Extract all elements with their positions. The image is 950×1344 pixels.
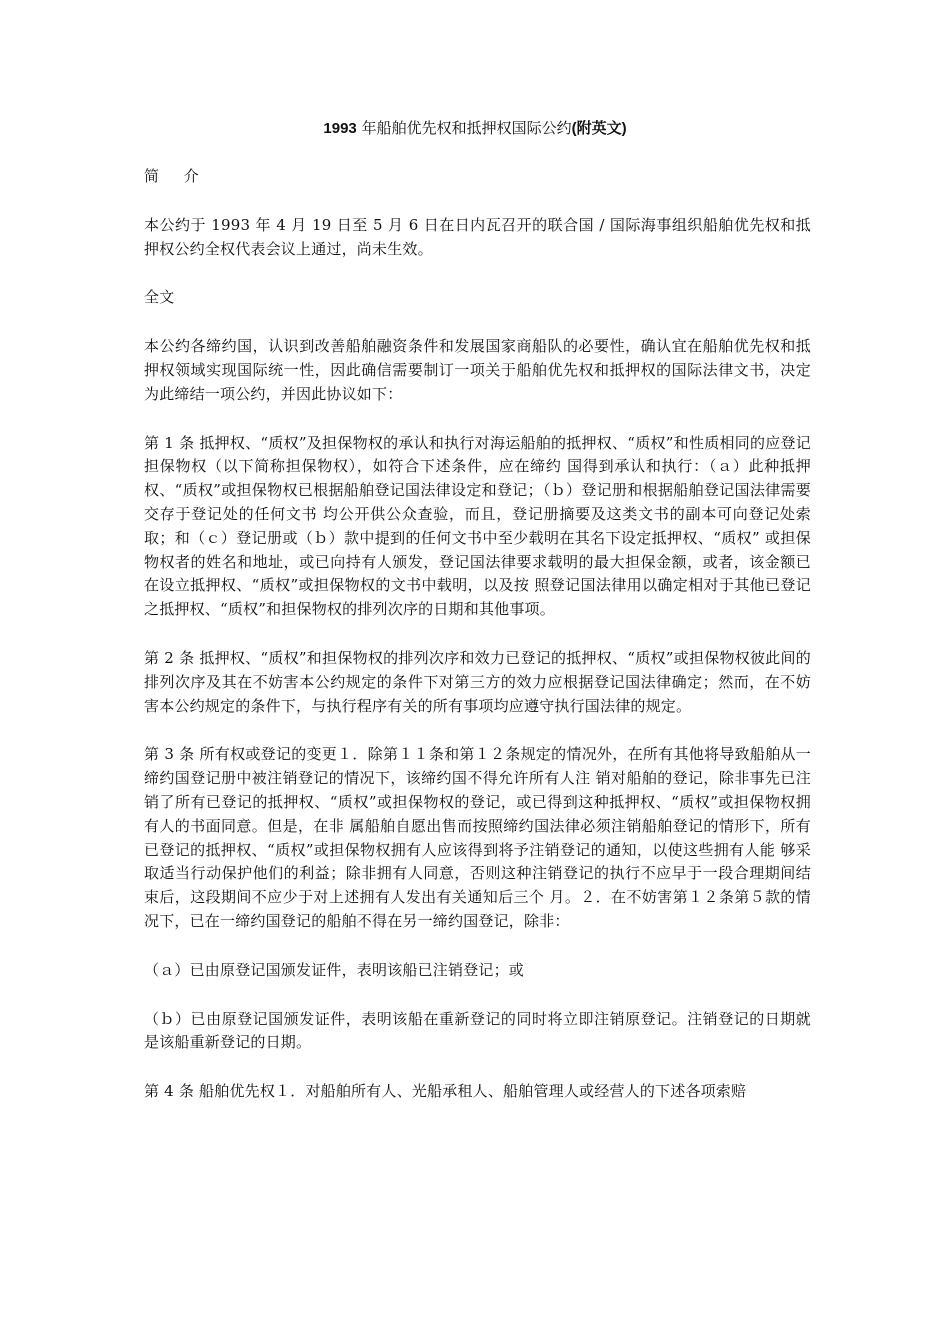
intro-heading: 简 介 [144, 167, 209, 185]
document-body [144, 165, 811, 1104]
fulltext-heading: 全文 [144, 288, 175, 307]
article-2-paragraph: 第 2 条 抵押权、“质权”和担保物权的排列次序和效力已登记的抵押权、“质权”或担保物权彼此间的排列次序及其在不妨害本公约规定的条件下对第三方的效力应根据登记国法律确定；然而，在不妨害本公约规定的条件下，与执行程序有关的所有事项均应遵守执行国法律的规定。 [144, 648, 811, 715]
article-3-item-a: （ａ）已由原登记国颁发证件，表明该船已注销登记；或 [144, 960, 525, 979]
intro-paragraph: 本公约于 1993 年 4 月 19 日至 5 月 6 日在日内瓦召开的联合国 / 国际海事组织船舶优先权和抵押权公约全权代表会议上通过，尚未生效。 [144, 215, 811, 258]
document-title [0, 117, 950, 140]
article-1-paragraph: 第 1 条 抵押权、“质权”及担保物权的承认和执行对海运船舶的抵押权、“质权”和性质相同的应登记担保物权（以下简称担保物权），如符合下述条件，应在缔约 国得到承认和执行：（ａ）此种抵押权、“质权”或担保物权已根据船舶登记国法律设定和登记；（ｂ）登记册和根据船舶登记国法律需要交存于登记处的任何文书 均公开供公众查验，而且，登记册摘要及这类文书的副本可向登记处索取；和（ｃ）登记册或（ｂ）款中提到的任何文书中至少载明在其名下设定抵押权、“质权” 或担保物权者的姓名和地址，或已向持有人颁发，登记国法律要求载明的最大担保金额，或者，该金额已在设立抵押权、“质权”或担保物权的文书中载明，以及按 照登记国法律用以确定相对于其他已登记之抵押权、“质权”和担保物权的排列次序的日期和其他事项。 [144, 433, 811, 619]
article-3-paragraph: 第 3 条 所有权或登记的变更１．除第１１条和第１２条规定的情况外，在所有其他将导致船舶从一缔约国登记册中被注销登记的情况下，该缔约国不得允许所有人注 销对船舶的登记，除非事先已注销了所有已登记的抵押权、“质权”或担保物权的登记，或已得到这种抵押权、“质权”或担保物权拥有人的书面同意。但是，在非 属船舶自愿出售而按照缔约国法律必须注销船舶登记的情形下，所有已登记的抵押权、“质权”或担保物权拥有人应该得到将予注销登记的通知，以使这些拥有人能 够采取适当行动保护他们的利益；除非拥有人同意，否则这种注销登记的执行不应早于一段合理期间结束后，这段期间不应少于对上述拥有人发出有关通知后三个 月。２．在不妨害第１２条第５款的情况下，已在一缔约国登记的船舶不得在另一缔约国登记，除非： [144, 745, 811, 930]
preamble-paragraph: 本公约各缔约国，认识到改善船舶融资条件和发展国家商船队的必要性，确认宜在船舶优先权和抵押权领域实现国际统一性，因此确信需要制订一项关于船舶优先权和抵押权的国际法律文书，决定为此缔结一项公约，并因此协议如下： [144, 337, 811, 403]
title-suffix: (附英文) [571, 120, 627, 137]
title-year: 1993 [323, 120, 357, 137]
article-3-item-b: （ｂ）已由原登记国颁发证件，表明该船在重新登记的同时将立即注销原登记。注销登记的日期就是该船重新登记的日期。 [144, 1009, 811, 1052]
title-main: 年船舶优先权和抵押权国际公约 [361, 119, 572, 137]
article-4-paragraph: 第 4 条 船舶优先权１．对船舶所有人、光船承租人、船舶管理人或经营人的下述各项索赔 [144, 1082, 747, 1101]
